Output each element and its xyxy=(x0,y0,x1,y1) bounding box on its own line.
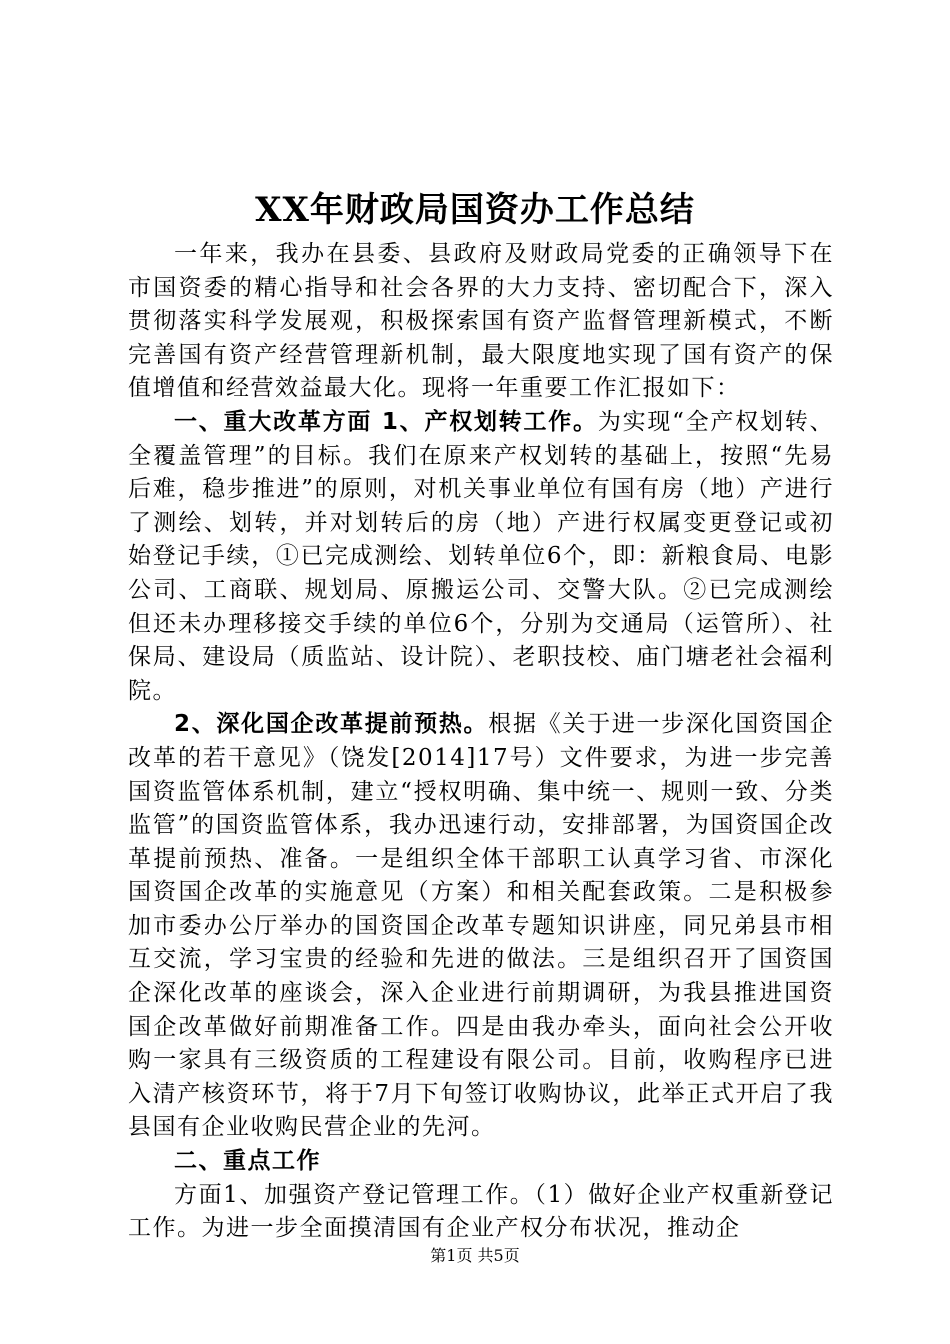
document-body xyxy=(128,238,834,1246)
paragraph-text: 一年来，我办在县委、县政府及财政局党委的正确领导下在市国资委的精心指导和社会各界的大力支持、密切配合下，深入贯彻落实科学发展观，积极探索国有资产监督管理新模式，不断完善国有资产经营管理新机制，最大限度地实现了国有资产的保值增值和经营效益最大化。现将一年重要工作汇报如下： xyxy=(128,241,834,402)
paragraph-text: 根据《关于进一步深化国资国企改革的若干意见》（饶发[2014]17号）文件要求，为进一步完善国资监管体系机制，建立“授权明确、集中统一、规则一致、分类监管”的国资监管体系，我办迅速行动，安排部署，为国资国企改革提前预热、准备。一是组织全体干部职工认真学习省、市深化国资国企改革的实施意见（方案）和相关配套政策。二是积极参加市委办公厅举办的国资国企改革专题知识讲座，同兄弟县市相互交流，学习宝贵的经验和先进的做法。三是组织召开了国资国企深化改革的座谈会，深入企业进行前期调研，为我县推进国资国企改革做好前期准备工作。四是由我办牵头，面向社会公开收购一家具有三级资质的工程建设有限公司。目前，收购程序已进入清产核资环节，将于7月下旬签订收购协议，此举正式开启了我县国有企业收购民营企业的先河。 xyxy=(128,711,834,1141)
paragraph-heading: 2、深化国企改革提前预热。 xyxy=(174,711,489,738)
paragraph-heading: 二、重点工作 xyxy=(174,1148,321,1175)
paragraph-text: 为实现“全产权划转、全覆盖管理”的目标。我们在原来产权划转的基础上，按照“先易后难，稳步推进”的原则，对机关事业单位有国有房（地）产进行了测绘、划转，并对划转后的房（地）产进行权属变更登记或初始登记手续，①已完成测绘、划转单位6个，即：新粮食局、电影公司、工商联、规划局、原搬运公司、交警大队。②已完成测绘但还未办理移接交手续的单位6个，分别为交通局（运管所）、社保局、建设局（质监站、设计院）、老职技校、庙门塘老社会福利院。 xyxy=(128,408,834,704)
document-title: XX年财政局国资办工作总结 xyxy=(255,190,695,230)
section-heading-key-work xyxy=(128,1145,834,1179)
paragraph-property-transfer xyxy=(128,406,834,708)
paragraph-asset-registration xyxy=(128,1179,834,1246)
paragraph-text: 方面1、加强资产登记管理工作。（1）做好企业产权重新登记工作。为进一步全面摸清国有企业产权分布状况，推动企 xyxy=(128,1181,834,1242)
paragraph-intro xyxy=(128,238,834,406)
page-footer: 第1页 共5页 xyxy=(430,1246,520,1265)
paragraph-heading: 一、重大改革方面 1、产权划转工作。 xyxy=(174,408,598,435)
paragraph-soe-reform xyxy=(128,708,834,1145)
